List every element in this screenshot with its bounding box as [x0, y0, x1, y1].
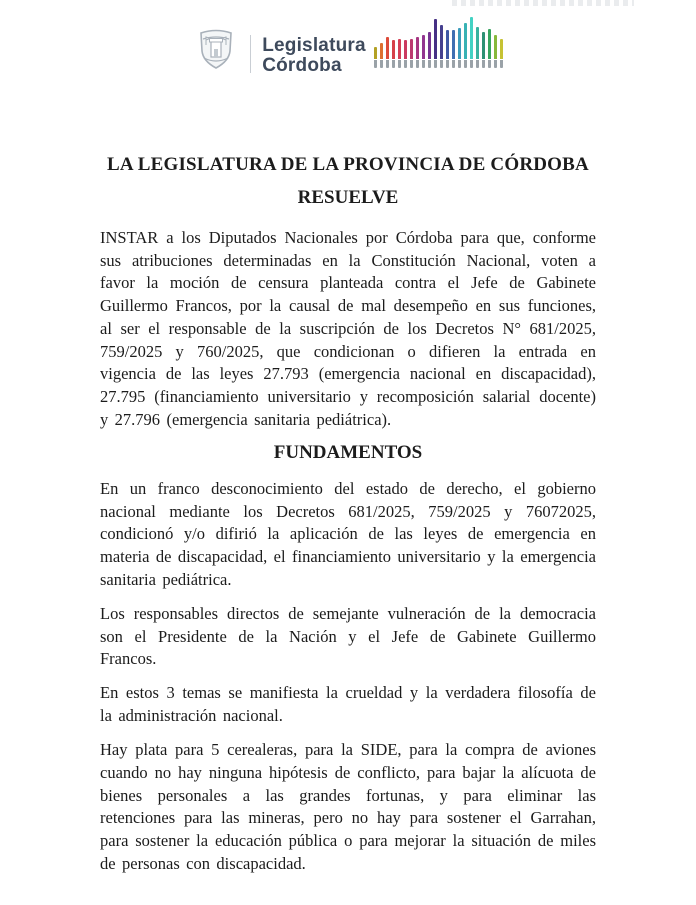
document-paragraph: Los responsables directos de semejante vulneración de la democracia son el Presidente de la Nación y el Jefe de Gabinete Guillermo Francos.: [100, 603, 596, 669]
brand-name-line2: Córdoba: [262, 55, 342, 76]
document-paragraph: En estos 3 temas se manifiesta la crueldad y la verdadera filosofía de la administración nacional.: [100, 683, 596, 726]
fundamentos-heading: FUNDAMENTOS: [273, 441, 423, 463]
document-title: LA LEGISLATURA DE LA PROVINCIA DE CÓRDOBA: [107, 154, 589, 175]
document-paragraph: Hay plata para 5 cerealeras, para la SIDE, para la compra de aviones cuando no hay ninguna hipótesis de conflicto, para bajar la alícuota de bienes personales a las grandes fortunas, y para eliminar las retenciones para las mineras, pero no hay para sostener el Garrahan, para sostener la educación pública o para mejorar la situación de miles de personas con discapacidad.: [100, 740, 596, 873]
resuelve-section: [100, 227, 596, 431]
document-paragraph: En un franco desconocimiento del estado de derecho, el gobierno nacional mediante los Decretos 681/2025, 759/2025 y 76072025, condicionó y/o difirió la aplicación de las leyes de emergencia en materia de discapacidad, el financiamiento universitario y la emergencia sanitaria pediátrica.: [100, 478, 597, 589]
resuelve-heading: RESUELVE: [297, 187, 399, 208]
document-paragraph: INSTAR a los Diputados Nacionales por Córdoba para que, conforme sus atribuciones determinadas en la Constitución Nacional, voten a favor la moción de censura planteada contra el Jefe de Gabinete Guillermo Francos, por la causal de mal desempeño en sus funciones, al ser el responsable de la suscripción de los Decretos N° 681/2025, 759/2025 y 760/2025, que condicionan o difieren la entrada en vigencia de las leyes 27.793 (emergencia nacional en discapacidad), 27.795 (financiamiento universitario y recomposición salarial docente) y 27.796 (emergencia sanitaria pediátrica).: [100, 228, 596, 429]
fundamentos-section: [100, 478, 596, 876]
brand-name-line1: Legislatura: [262, 35, 366, 56]
